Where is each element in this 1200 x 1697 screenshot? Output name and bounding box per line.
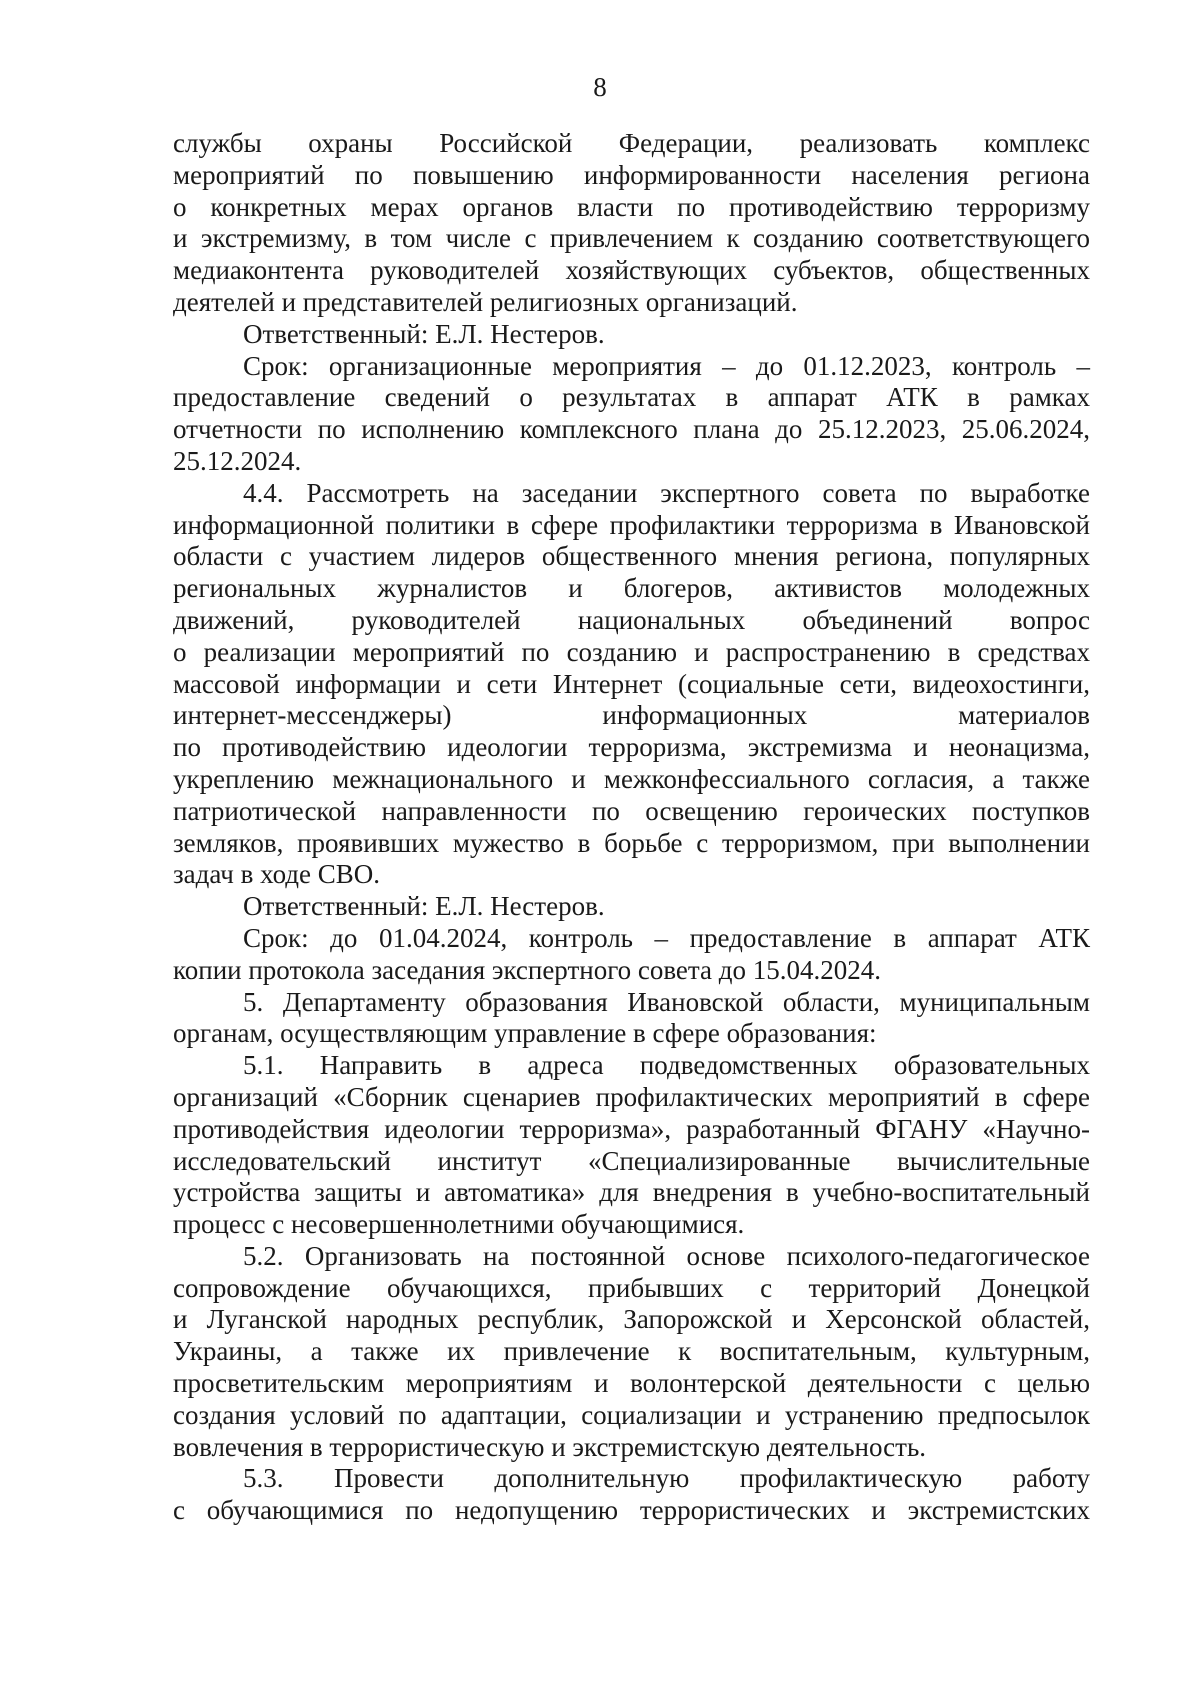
text-line: и Луганской народных республик, Запорожской и Херсонской областей,	[173, 1304, 1090, 1335]
page-number: 8	[593, 72, 607, 102]
text-line: Ответственный: Е.Л. Нестеров.	[243, 891, 605, 922]
text-line: 25.12.2024.	[173, 445, 302, 476]
text-line: патриотической направленности по освещению героических поступков	[173, 795, 1090, 826]
text-line: с обучающимися по недопущению террористических и экстремистских	[173, 1495, 1090, 1526]
text-line: сопровождение обучающихся, прибывших с территорий Донецкой	[173, 1272, 1090, 1303]
text-line: области с участием лидеров общественного мнения региона, популярных	[173, 541, 1090, 572]
text-line: Срок: до 01.04.2024, контроль – предоставление в аппарат АТК	[243, 922, 1090, 953]
text-line: противодействия идеологии терроризма», разработанный ФГАНУ «Научно-	[173, 1113, 1090, 1144]
text-line: процесс с несовершеннолетними обучающимися.	[173, 1209, 745, 1240]
text-line: вовлечения в террористическую и экстремистскую деятельность.	[173, 1431, 927, 1462]
text-line: по противодействию идеологии терроризма, экстремизма и неонацизма,	[173, 732, 1090, 763]
text-line: Украины, а также их привлечение к воспитательным, культурным,	[173, 1336, 1090, 1367]
text-line: и экстремизму, в том числе с привлечением к созданию соответствующего	[173, 223, 1090, 254]
text-line: укреплению межнационального и межконфессиального согласия, а также	[173, 763, 1090, 794]
text-line: 5.2. Организовать на постоянной основе психолого-педагогическое	[243, 1240, 1090, 1271]
text-line: просветительским мероприятиям и волонтерской деятельности с целью	[173, 1368, 1090, 1399]
text-line: 5. Департаменту образования Ивановской области, муниципальным	[243, 986, 1090, 1017]
text-line: отчетности по исполнению комплексного плана до 25.12.2023, 25.06.2024,	[173, 414, 1090, 445]
text-line: исследовательский институт «Специализированные вычислительные	[173, 1145, 1090, 1176]
text-line: Срок: организационные мероприятия – до 01.12.2023, контроль –	[243, 350, 1090, 381]
text-line: 4.4. Рассмотреть на заседании экспертного совета по выработке	[243, 477, 1090, 508]
text-line: Ответственный: Е.Л. Нестеров.	[243, 318, 605, 349]
text-line: органам, осуществляющим управление в сфере образования:	[173, 1018, 877, 1049]
text-line: о реализации мероприятий по созданию и распространению в средствах	[173, 636, 1090, 667]
text-line: 5.1. Направить в адреса подведомственных образовательных	[243, 1050, 1090, 1081]
text-line: движений, руководителей национальных объединений вопрос	[173, 604, 1090, 635]
text-line: медиаконтента руководителей хозяйствующих субъектов, общественных	[173, 255, 1090, 286]
text-line: о конкретных мерах органов власти по противодействию терроризму	[173, 191, 1090, 222]
text-line: мероприятий по повышению информированности населения региона	[173, 159, 1090, 190]
text-line: устройства защиты и автоматика» для внедрения в учебно-воспитательный	[173, 1177, 1090, 1208]
text-line: региональных журналистов и блогеров, активистов молодежных	[173, 573, 1090, 604]
text-line: предоставление сведений о результатах в аппарат АТК в рамках	[173, 382, 1090, 413]
text-line: информационной политики в сфере профилактики терроризма в Ивановской	[173, 509, 1090, 540]
text-line: 5.3. Провести дополнительную профилактическую работу	[243, 1463, 1090, 1494]
text-line: организаций «Сборник сценариев профилактических мероприятий в сфере	[173, 1081, 1090, 1112]
text-line: создания условий по адаптации, социализации и устранению предпосылок	[173, 1399, 1090, 1430]
document-body	[173, 128, 1090, 1527]
text-line: службы охраны Российской Федерации, реализовать комплекс	[173, 128, 1090, 158]
text-line: деятелей и представителей религиозных организаций.	[173, 286, 798, 317]
text-line: земляков, проявивших мужество в борьбе с терроризмом, при выполнении	[173, 827, 1090, 858]
text-line: копии протокола заседания экспертного совета до 15.04.2024.	[173, 954, 882, 985]
text-line: массовой информации и сети Интернет (социальные сети, видеохостинги,	[173, 668, 1090, 699]
text-line: задач в ходе СВО.	[173, 859, 381, 890]
text-line: интернет-мессенджеры) информационных материалов	[173, 700, 1090, 731]
